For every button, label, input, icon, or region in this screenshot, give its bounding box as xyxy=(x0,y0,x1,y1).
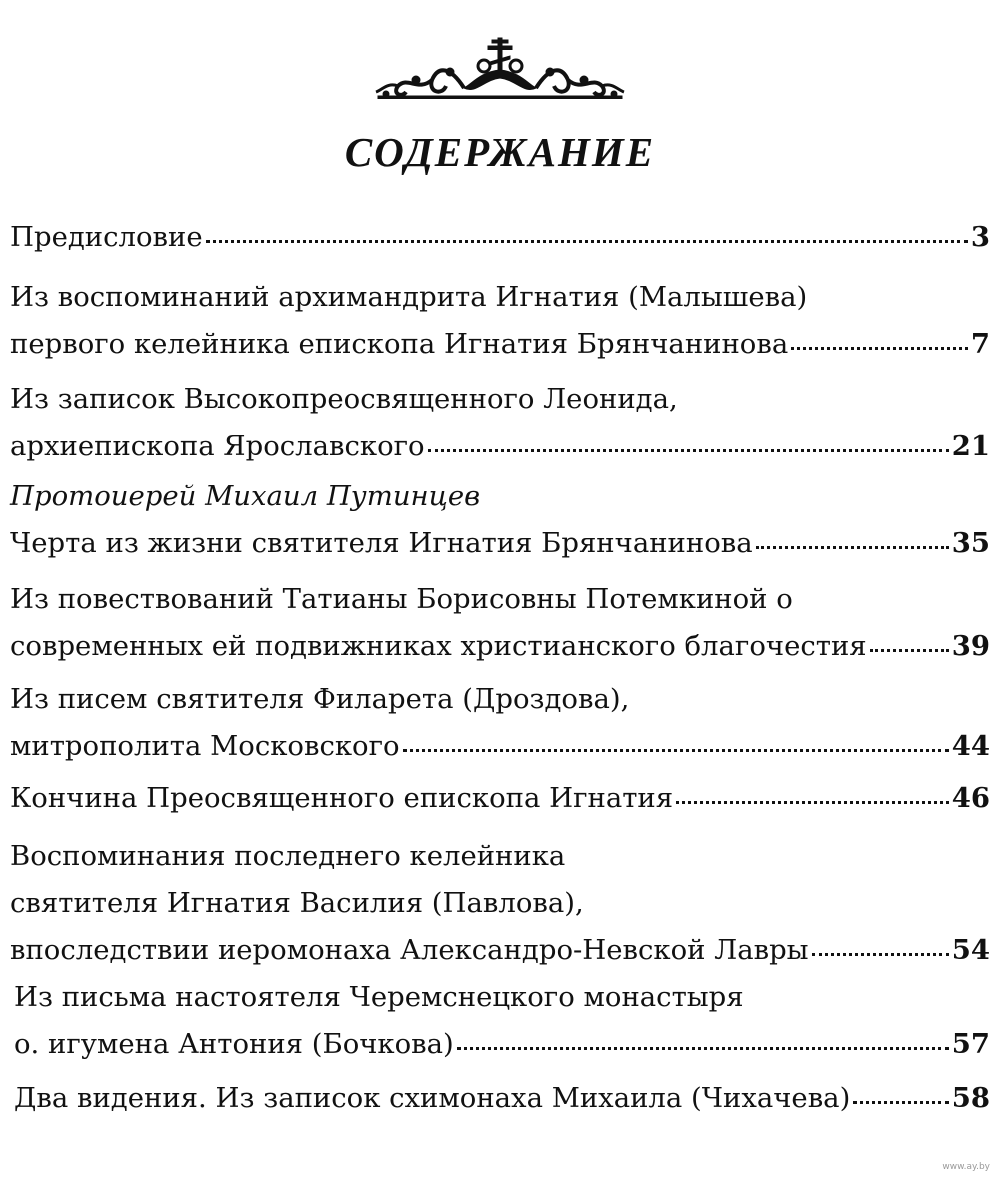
toc-page-number: 3 xyxy=(970,221,990,253)
toc-entry xyxy=(10,376,990,470)
toc-entry-title: о. игумена Антония (Бочкова) xyxy=(14,1028,454,1060)
toc-entry-line: Из писем святителя Филарета (Дроздова), xyxy=(10,683,630,715)
toc-entry-title: митрополита Московского xyxy=(10,730,400,762)
toc-entry-title: Два видения. Из записок схимонаха Михаила (Чихачева) xyxy=(14,1082,851,1114)
toc-entry-leader-line xyxy=(10,214,990,261)
toc-entry-title: Предисловие xyxy=(10,221,203,253)
toc-entry-leader-line xyxy=(14,1075,990,1122)
dot-leader xyxy=(756,546,949,549)
dot-leader xyxy=(428,449,949,452)
toc-entry-leader-line xyxy=(10,927,990,974)
toc-entry-line: Из повествований Татианы Борисовны Потемкиной о xyxy=(10,583,793,615)
toc-entry xyxy=(10,274,990,368)
dot-leader xyxy=(870,649,949,652)
toc-entry-line: Воспоминания последнего келейника xyxy=(10,840,566,872)
toc-entry-leader-line xyxy=(10,623,990,670)
toc-page-number: 57 xyxy=(951,1028,990,1060)
dot-leader xyxy=(812,953,949,956)
toc-entry-leader-line xyxy=(10,723,990,770)
toc-page-number: 44 xyxy=(951,730,990,762)
toc-entry-leader-line xyxy=(14,1021,990,1068)
toc-entry-line: Из письма настоятеля Черемснецкого монастыря xyxy=(14,981,744,1013)
dot-leader xyxy=(853,1101,948,1104)
toc-page-number: 58 xyxy=(951,1082,990,1114)
toc-entry-title: Черта из жизни святителя Игнатия Брянчанинова xyxy=(10,527,753,559)
page-title: СОДЕРЖАНИЕ xyxy=(344,129,656,175)
toc-entry-title: Кончина Преосвященного епископа Игнатия xyxy=(10,782,674,814)
toc-entry-leader-line xyxy=(10,423,990,470)
toc-page-number: 35 xyxy=(951,527,990,559)
toc-entry xyxy=(10,775,990,822)
toc-entry-leader-line xyxy=(10,321,990,368)
toc-entry-title: архиепископа Ярославского xyxy=(10,430,425,462)
toc-entry xyxy=(10,833,990,974)
toc-page-number: 54 xyxy=(951,934,990,966)
toc-entry xyxy=(14,1075,990,1122)
dot-leader xyxy=(206,240,968,243)
toc-entry-leader-line xyxy=(10,520,990,567)
toc-page-number: 39 xyxy=(951,630,990,662)
dot-leader xyxy=(791,347,968,350)
toc-entry xyxy=(10,473,990,567)
toc-page-number: 46 xyxy=(951,782,990,814)
toc-entry-title: впоследствии иеромонаха Александро-Невской Лавры xyxy=(10,934,809,966)
toc-entry-line: Из воспоминаний архимандрита Игнатия (Малышева) xyxy=(10,281,808,313)
decorative-ornament-icon xyxy=(372,36,628,102)
toc-entry xyxy=(10,576,990,670)
toc-page-number: 7 xyxy=(970,328,990,360)
toc-entry xyxy=(10,214,990,261)
toc-page-number: 21 xyxy=(951,430,990,462)
toc-entry xyxy=(14,974,990,1068)
toc-entry xyxy=(10,676,990,770)
toc-entry-leader-line xyxy=(10,775,990,822)
dot-leader xyxy=(403,749,949,752)
toc-entry-title: первого келейника епископа Игнатия Брянчанинова xyxy=(10,328,789,360)
toc-entry-line: святителя Игнатия Василия (Павлова), xyxy=(10,887,584,919)
toc-entry-line: Из записок Высокопреосвященного Леонида, xyxy=(10,383,678,415)
dot-leader xyxy=(457,1047,949,1050)
toc-entry-title: современных ей подвижниках христианского благочестия xyxy=(10,630,867,662)
dot-leader xyxy=(676,801,949,804)
toc-entry-author: Протоиерей Михаил Путинцев xyxy=(10,480,481,512)
watermark: www.ay.by xyxy=(942,1162,990,1172)
